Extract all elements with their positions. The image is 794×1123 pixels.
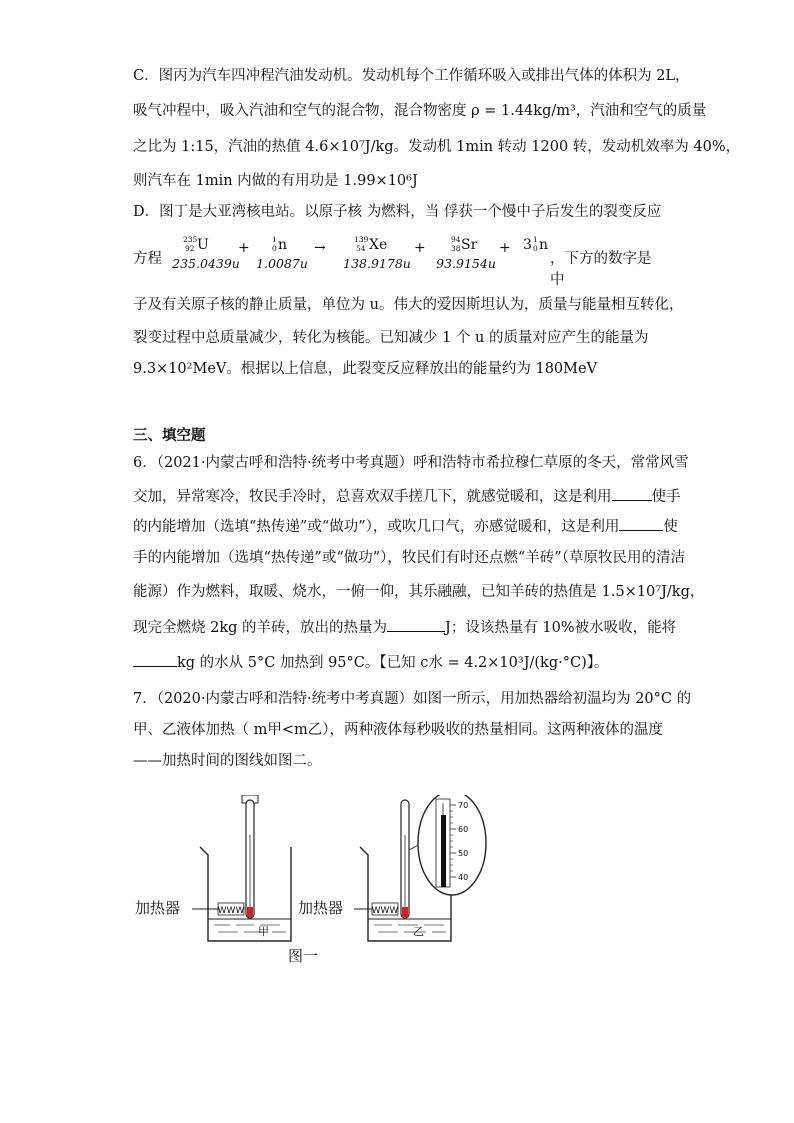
scale-label-50: 50 xyxy=(458,849,469,858)
q6-line-2-end: 使手 xyxy=(651,489,681,505)
xe-atomic-number: 54 xyxy=(356,244,366,253)
sr-symbol: Sr xyxy=(461,237,478,253)
q7-line-1: 7．（2020·内蒙古呼和浩特·统考中考真题）如图一所示，用加热器给初温均为 20°C 的 xyxy=(133,691,692,707)
u-mass: 235.0439u xyxy=(172,256,240,271)
q6-line-1: 6．（2021·内蒙古呼和浩特·统考中考真题）呼和浩特市希拉穆仁草原的冬天，常常风雪 xyxy=(133,455,689,471)
option-c-line-1: C．图丙为汽车四冲程汽油发动机。发动机每个工作循环吸入或排出气体的体积为 2L， xyxy=(133,68,690,84)
q6-line-7-text: kg 的水从 5°C 加热到 95°C。【已知 c水 = 4.2×10³J/(kg·°C)】。 xyxy=(177,655,609,671)
plus-2: + xyxy=(414,240,426,256)
q6-line-3 xyxy=(133,516,678,537)
q7-line-2: 甲、乙液体加热（ m甲<m乙），两种液体每秒吸收的热量相同。这两种液体的温度 xyxy=(133,722,664,738)
heater-coil-1 xyxy=(192,903,244,916)
thermometer-1 xyxy=(246,800,254,918)
option-d-line-4: 9.3×10²MeV。根据以上信息，此裂变反应释放出的能量约为 180MeV xyxy=(133,361,598,377)
figure-1 xyxy=(130,795,500,975)
heater-label-2: 加热器 xyxy=(298,899,344,917)
n2-mass-number: 1 xyxy=(533,235,538,244)
answer-blank-3[interactable] xyxy=(387,617,445,632)
answer-blank-4[interactable] xyxy=(133,652,177,667)
sr-mass-number: 94 xyxy=(451,235,461,244)
fission-equation xyxy=(133,235,653,288)
q6-line-6 xyxy=(133,617,676,638)
heater-label-1: 加热器 xyxy=(135,899,181,917)
option-c-line-2: 吸气冲程中，吸入汽油和空气的混合物，混合物密度 ρ = 1.44kg/m³，汽油和空气的质量 xyxy=(133,103,707,119)
figure-caption: 图一 xyxy=(288,947,319,965)
coil-2-text: WWW xyxy=(371,906,399,916)
option-d-line-3: 裂变过程中总质量减少，转化为核能。已知减少 1 个 u 的质量对应产生的能量为 xyxy=(133,330,649,346)
scale-label-70: 70 xyxy=(458,801,469,810)
arrow: → xyxy=(314,240,326,256)
q7-line-3: ——加热时间的图线如图二。 xyxy=(133,753,322,769)
q6-line-2-text: 交加，异常寒冷，牧民手冷时，总喜欢双手搓几下，就感觉暖和，这是利用 xyxy=(133,489,612,505)
n-symbol: n xyxy=(278,237,288,253)
q6-line-6-end: J；设该热量有 10%被水吸收，能将 xyxy=(445,620,677,636)
neutron-coefficient: 3 xyxy=(523,237,532,253)
sr-atomic-number: 38 xyxy=(451,244,461,253)
answer-blank-1[interactable] xyxy=(612,486,652,501)
equation-lead: 方程 xyxy=(133,251,162,267)
u-mass-number: 235 xyxy=(183,235,198,244)
u-atomic-number: 92 xyxy=(185,244,195,253)
option-d-line-2: 子及有关原子核的静止质量，单位为 u。伟大的爱因斯坦认为，质量与能量相互转化， xyxy=(133,297,684,313)
liquid-label-1: 甲 xyxy=(258,925,269,938)
answer-blank-2[interactable] xyxy=(619,516,663,531)
scale-label-40: 40 xyxy=(458,873,469,882)
xe-mass: 138.9178u xyxy=(343,256,411,271)
plus-1: + xyxy=(238,240,250,256)
q6-line-4: 手的内能增加（选填“热传递”或“做功”），牧民们有时还点燃“羊砖”（草原牧民用的清洁 xyxy=(133,550,685,566)
n2-atomic-number: 0 xyxy=(533,244,538,253)
section-title: 三、填空题 xyxy=(133,428,206,444)
n-mass-number: 1 xyxy=(272,235,277,244)
n2-symbol: n xyxy=(539,237,549,253)
u-symbol: U xyxy=(197,237,209,253)
coil-1-text: WWW xyxy=(217,906,245,916)
q6-line-7 xyxy=(133,652,608,673)
q6-line-6-text: 现完全燃烧 2kg 的羊砖，放出的热量为 xyxy=(133,620,388,636)
xe-mass-number: 139 xyxy=(354,235,369,244)
n-mass: 1.0087u xyxy=(256,256,308,271)
heater-coil-2 xyxy=(354,903,398,916)
q6-line-5: 能源）作为燃料，取暖、烧水，一俯一仰，其乐融融，已知羊砖的热值是 1.5×10⁷J/kg， xyxy=(133,584,705,600)
option-d-line-1: D．图丁是大亚湾核电站。以原子核 为燃料，当 俘获一个慢中子后发生的裂变反应 xyxy=(133,204,662,220)
option-c-line-3: 之比为 1:15，汽油的热值 4.6×10⁷J/kg。发动机 1min 转动 1200 转，发动机效率为 40%， xyxy=(133,139,741,155)
option-c-line-4: 则汽车在 1min 内做的有用功是 1.99×10⁶J xyxy=(133,173,418,189)
q6-line-2 xyxy=(133,486,681,507)
equation-tail: ，下方的数字是中 xyxy=(550,251,652,288)
liquid-label-2: 乙 xyxy=(413,925,424,938)
sr-mass: 93.9154u xyxy=(436,256,496,271)
q6-line-3-end: 使 xyxy=(663,519,678,535)
plus-3: + xyxy=(499,240,511,256)
magnified-scale xyxy=(418,795,486,895)
xe-symbol: Xe xyxy=(369,237,388,253)
q6-line-3-text: 的内能增加（选填“热传递”或“做功”），或吹几口气，亦感觉暖和，这是利用 xyxy=(133,519,620,535)
n-atomic-number: 0 xyxy=(272,244,277,253)
scale-label-60: 60 xyxy=(458,825,469,834)
